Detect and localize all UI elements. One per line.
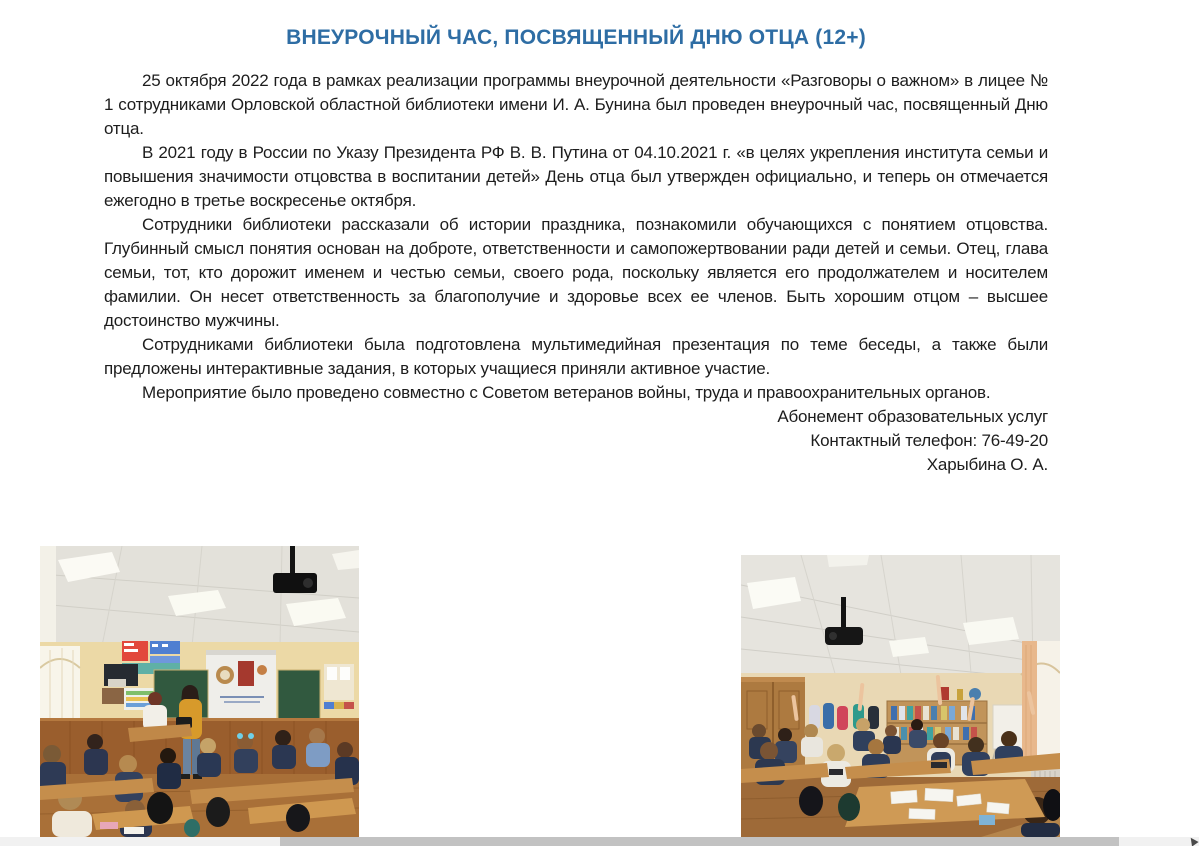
chalkboard-right [278,670,320,720]
signature-line-author: Харыбина О. А. [926,455,1048,474]
signature-line-department: Абонемент образовательных услуг [777,407,1048,426]
classroom-photo-presentation [40,546,359,837]
ceiling [741,555,1060,677]
paragraph-5: Мероприятие было проведено совместно с Советом ветеранов войны, труда и правоохранительных органов. [142,383,991,402]
paragraph-2: В 2021 году в России по Указу Президента РФ В. В. Путина от 04.10.2021 г. «в целях укрепления института семьи и повышения значимости отцовства в воспитании детей» День отца был утвержден официально, и теперь он отмечается ежегодно в третье воскресенье октября. [104,143,1048,210]
classroom-photo-raised-hands [741,555,1060,837]
paragraph-3: Сотрудники библиотеки рассказали об истории праздника, познакомили обучающихся с понятием отцовства. Глубинный смысл понятия основан на доброте, ответственности и самопожертвовании ради детей и семьи. Отец, глава семьи, тот, кто дорожит именем и честью семьи, своего рода, поскольку является его продолжателем и носителем фамилии. Он несет ответственность за благополучие и здоровье всех ее членов. Быть хорошим отцом – высшее достоинство мужчины. [104,215,1048,330]
signature-block [104,405,1048,477]
window [1021,641,1060,765]
signature-line-phone: Контактный телефон: 76-49-20 [810,431,1048,450]
projection-screen [206,650,276,718]
ceiling [40,546,359,646]
paragraph-1: 25 октября 2022 года в рамках реализации программы внеурочной деятельности «Разговоры о важном» в лицее № 1 сотрудниками Орловской областной библиотеки имени И. А. Бунина был проведен внеурочный час, посвященный Дню отца. [104,71,1048,138]
article-body [104,69,1048,477]
info-board [324,664,354,709]
horizontal-scrollbar[interactable] [0,837,1199,846]
horizontal-scrollbar-thumb[interactable] [280,837,1119,846]
page-title: ВНЕУРОЧНЫЙ ЧАС, ПОСВЯЩЕННЫЙ ДНЮ ОТЦА (12+) [286,26,866,49]
paragraph-4: Сотрудниками библиотеки была подготовлена мультимедийная презентация по теме беседы, а также были предложены интерактивные задания, в которых учащиеся приняли активное участие. [104,335,1048,378]
